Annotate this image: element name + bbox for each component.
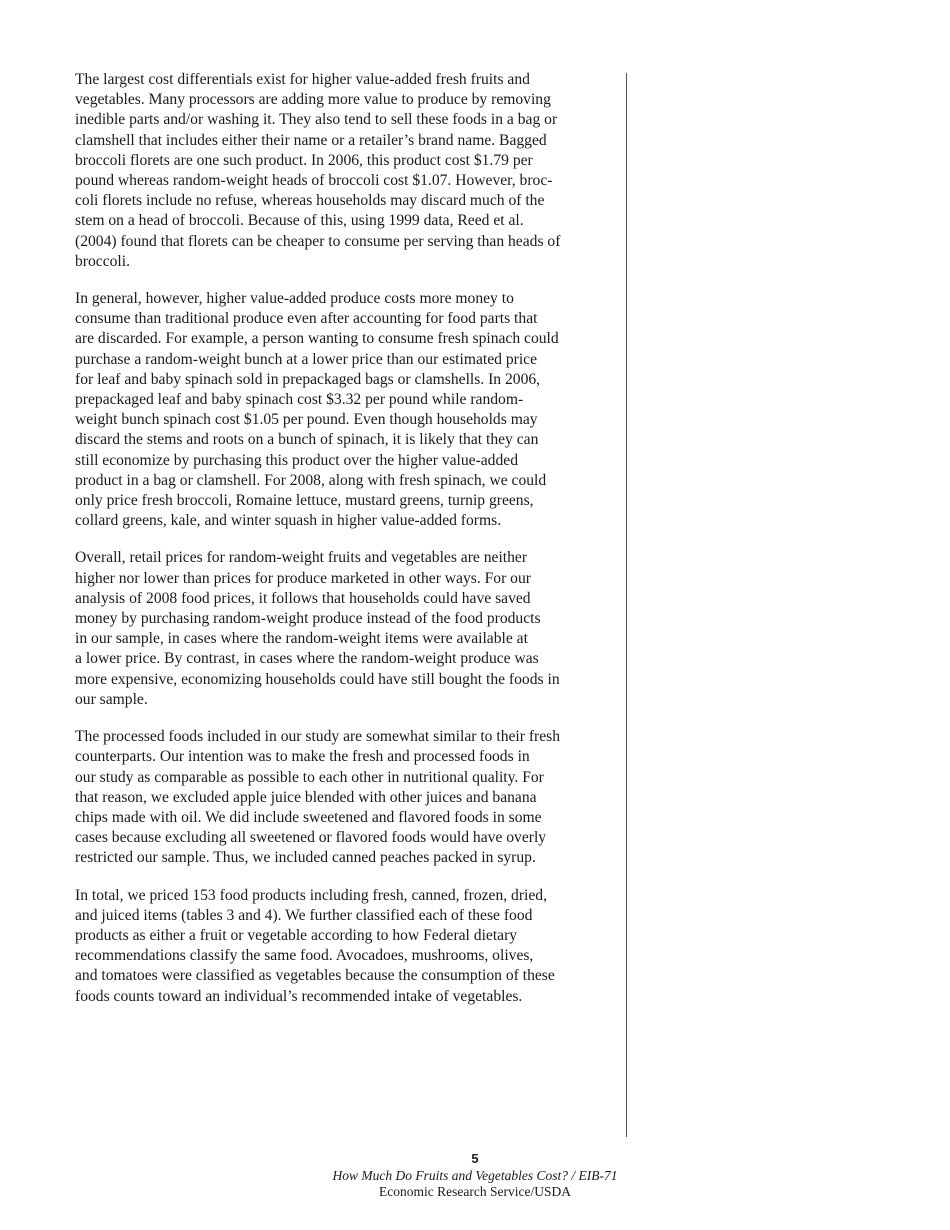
paragraph-random-weight-prices: Overall, retail prices for random-weight fruits and vegetables are neither higher nor lower than prices for produce marketed in other ways. For our analysis of 2008 food prices, it follows that households could have saved money by purchasing random-weight produce instead of the food products in our sample, in cases where the random-weight items were available at a lower price. By contrast, in cases where the random-weight produce was more expensive, economizing households could have still bought the foods in our sample. xyxy=(75,549,560,708)
publication-title: How Much Do Fruits and Vegetables Cost? / EIB-71 xyxy=(332,1168,618,1183)
paragraph-value-added-produce: The largest cost differentials exist for higher value-added fresh fruits and vegetables. Many processors are adding more value to produce by removing inedible parts and/or washing it. They also tend to sell these foods in a bag or clamshell that includes either their name or a retailer’s brand name. Bagged broccoli florets are one such product. In 2006, this product cost $1.79 per pound whereas random-weight heads of broccoli cost $1.07. However, broc- coli florets include no refuse, whereas households may discard much of the stem on a head of broccoli. Because of this, using 1999 data, Reed et al. (2004) found that florets can be cheaper to consume per serving than heads of broccoli. xyxy=(75,71,561,270)
paragraph-food-products-total: In total, we priced 153 food products including fresh, canned, frozen, dried, and juiced items (tables 3 and 4). We further classified each of these food products as either a fruit or vegetable according to how Federal dietary recommendations classify the same food. Avocadoes, mushrooms, olives, and tomatoes were classified as vegetables because the consumption of these foods counts toward an individual’s recommended intake of vegetables. xyxy=(75,886,555,1005)
column-divider xyxy=(626,73,627,1137)
paragraph-spinach-comparison: In general, however, higher value-added produce costs more money to consume than traditional produce even after accounting for food parts that are discarded. For example, a person wanting to consume fresh spinach could purchase a random-weight bunch at a lower price than our estimated price for leaf and baby spinach sold in prepackaged bags or clamshells. In 2006, prepackaged leaf and baby spinach cost $3.32 per pound while random- weight bunch spinach cost $1.05 per pound. Even though households may discard the stems and roots on a bunch of spinach, it is likely that they can still economize by purchasing this product over the higher value-added product in a bag or clamshell. For 2008, along with fresh spinach, we could only price fresh broccoli, Romaine lettuce, mustard greens, turnip greens, collard greens, kale, and winter squash in higher value-added forms. xyxy=(75,290,559,530)
page-number: 5 xyxy=(471,1151,479,1166)
paragraph-processed-foods: The processed foods included in our study are somewhat similar to their fresh counterparts. Our intention was to make the fresh and processed foods in our study as comparable as possible to each other in nutritional quality. For that reason, we excluded apple juice blended with other juices and banana chips made with oil. We did include sweetened and flavored foods in some cases because excluding all sweetened or flavored foods would have overly restricted our sample. Thus, we included canned peaches packed in syrup. xyxy=(75,728,561,867)
body-text-column xyxy=(75,70,611,1024)
page-footer xyxy=(0,1151,950,1200)
agency-name: Economic Research Service/USDA xyxy=(379,1184,571,1199)
